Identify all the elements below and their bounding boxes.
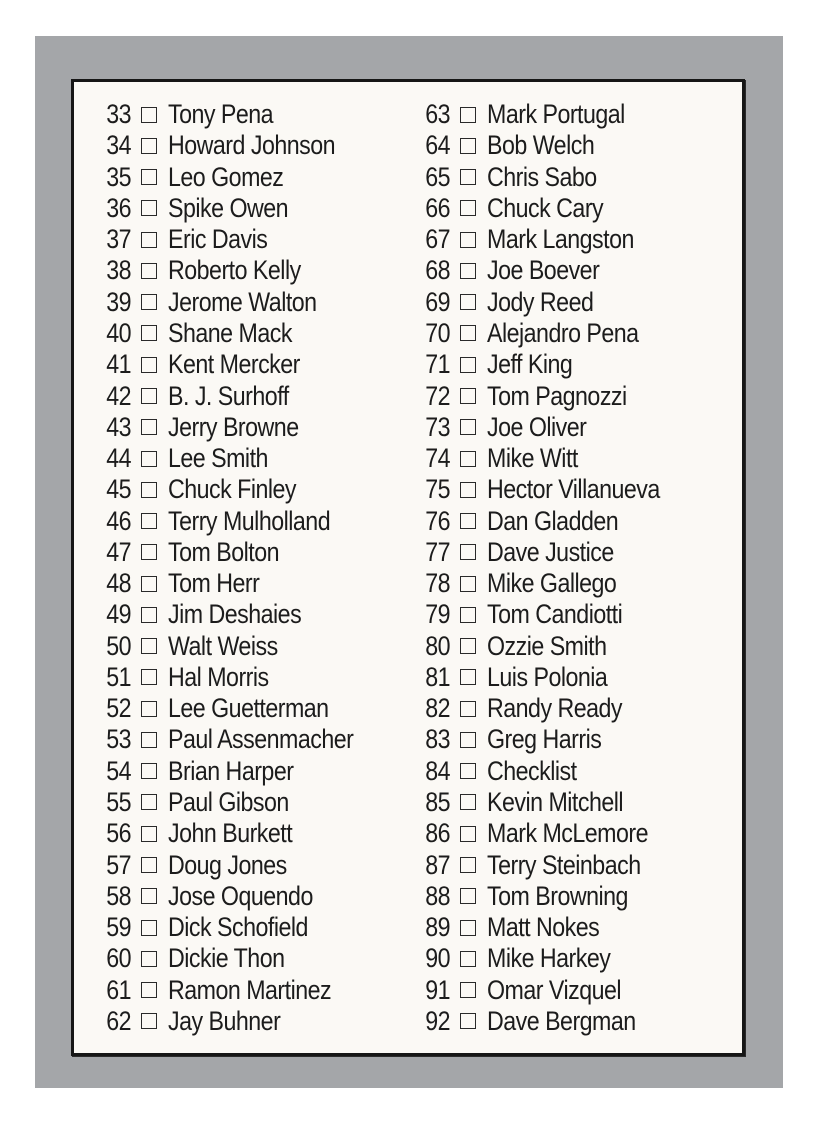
player-name: Chris Sabo — [487, 161, 597, 192]
checkbox[interactable] — [460, 451, 476, 467]
checklist-row — [94, 756, 384, 787]
player-name: Jerome Walton — [168, 286, 317, 317]
player-name: Randy Ready — [487, 693, 623, 724]
card-number: 34 — [106, 130, 131, 161]
player-name: Mike Witt — [487, 443, 578, 474]
player-name: Jay Buhner — [168, 1005, 281, 1036]
player-name: Greg Harris — [487, 724, 602, 755]
player-name: Jose Oquendo — [168, 880, 313, 911]
checklist-row — [94, 505, 384, 536]
checklist-row — [94, 662, 384, 693]
player-name: Mike Harkey — [487, 943, 611, 974]
checkbox[interactable] — [141, 513, 157, 529]
card-number: 76 — [425, 505, 450, 536]
checklist-row — [413, 662, 688, 693]
card-number: 68 — [425, 255, 450, 286]
card-number: 41 — [106, 349, 131, 380]
player-name: Shane Mack — [168, 317, 292, 348]
checkbox[interactable] — [141, 732, 157, 748]
checkbox[interactable] — [460, 607, 476, 623]
checklist-row — [94, 599, 384, 630]
checkbox[interactable] — [141, 388, 157, 404]
card-number: 88 — [425, 880, 450, 911]
checklist-row — [94, 974, 384, 1005]
checklist-row — [413, 818, 688, 849]
checklist-row — [413, 255, 688, 286]
checklist-row — [413, 318, 688, 349]
player-name: Matt Nokes — [487, 912, 600, 943]
player-name: Ramon Martinez — [168, 974, 332, 1005]
player-name: Walt Weiss — [168, 630, 278, 661]
checkbox[interactable] — [460, 732, 476, 748]
checklist-row — [94, 255, 384, 286]
player-name: Alejandro Pena — [487, 317, 639, 348]
checklist-row — [413, 287, 688, 318]
player-name: Dickie Thon — [168, 943, 285, 974]
card-number: 54 — [106, 755, 131, 786]
card-number: 43 — [106, 411, 131, 442]
checklist-left-column — [94, 99, 384, 1037]
checklist-row — [94, 537, 384, 568]
player-name: Omar Vizquel — [487, 974, 622, 1005]
card-number: 74 — [425, 443, 450, 474]
checkbox[interactable] — [141, 419, 157, 435]
card-number: 35 — [106, 161, 131, 192]
checkbox[interactable] — [460, 200, 476, 216]
checkbox[interactable] — [460, 388, 476, 404]
checkbox[interactable] — [141, 669, 157, 685]
checklist-row — [413, 943, 688, 974]
checklist-row — [94, 474, 384, 505]
card-number: 48 — [106, 568, 131, 599]
card-number: 55 — [106, 786, 131, 817]
checklist-row — [413, 881, 688, 912]
checklist-row — [413, 912, 688, 943]
checkbox[interactable] — [460, 263, 476, 279]
checklist-row — [94, 318, 384, 349]
checklist-row — [94, 849, 384, 880]
card-number: 37 — [106, 224, 131, 255]
player-name: Hector Villanueva — [487, 474, 660, 505]
checklist-row — [94, 1006, 384, 1037]
player-name: Chuck Cary — [487, 192, 604, 223]
card-number: 81 — [425, 661, 450, 692]
checklist-row — [413, 974, 688, 1005]
player-name: Lee Guetterman — [168, 693, 329, 724]
checkbox[interactable] — [141, 920, 157, 936]
card-number: 56 — [106, 818, 131, 849]
card-number: 87 — [425, 849, 450, 880]
checkbox[interactable] — [460, 544, 476, 560]
card-number: 57 — [106, 849, 131, 880]
player-name: John Burkett — [168, 818, 293, 849]
card-number: 38 — [106, 255, 131, 286]
player-name: Hal Morris — [168, 661, 269, 692]
player-name: Tom Herr — [168, 568, 260, 599]
player-name: Dave Justice — [487, 536, 614, 567]
checklist-row — [413, 349, 688, 380]
player-name: Tom Browning — [487, 880, 628, 911]
card-number: 91 — [425, 974, 450, 1005]
checklist-row — [94, 631, 384, 662]
checklist-row — [94, 443, 384, 474]
card-number: 53 — [106, 724, 131, 755]
checkbox[interactable] — [460, 857, 476, 873]
card-number: 44 — [106, 443, 131, 474]
checklist-row — [413, 130, 688, 161]
card-number: 67 — [425, 224, 450, 255]
checklist-row — [94, 818, 384, 849]
card-number: 46 — [106, 505, 131, 536]
checkbox[interactable] — [141, 294, 157, 310]
checkbox[interactable] — [141, 138, 157, 154]
checkbox[interactable] — [141, 232, 157, 248]
player-name: Howard Johnson — [168, 130, 336, 161]
player-name: Brian Harper — [168, 755, 294, 786]
card-number: 66 — [425, 192, 450, 223]
card-number: 72 — [425, 380, 450, 411]
card-number: 47 — [106, 536, 131, 567]
checkbox[interactable] — [460, 576, 476, 592]
checkbox[interactable] — [141, 325, 157, 341]
checkbox[interactable] — [460, 107, 476, 123]
checkbox[interactable] — [141, 263, 157, 279]
checklist-row — [94, 130, 384, 161]
card-number: 61 — [106, 974, 131, 1005]
player-name: Jerry Browne — [168, 411, 299, 442]
card-number: 82 — [425, 693, 450, 724]
player-name: Paul Assenmacher — [168, 724, 354, 755]
checklist-row — [94, 787, 384, 818]
card-number: 65 — [425, 161, 450, 192]
checkbox[interactable] — [460, 888, 476, 904]
card-number: 79 — [425, 599, 450, 630]
checklist-row — [413, 537, 688, 568]
player-name: Checklist — [487, 755, 577, 786]
checklist-row — [413, 599, 688, 630]
card-number: 63 — [425, 99, 450, 130]
checklist-row — [94, 943, 384, 974]
checklist-row — [94, 693, 384, 724]
checklist-row — [413, 474, 688, 505]
card-number: 52 — [106, 693, 131, 724]
card-number: 85 — [425, 786, 450, 817]
checkbox[interactable] — [141, 638, 157, 654]
checkbox[interactable] — [460, 138, 476, 154]
checklist-row — [413, 631, 688, 662]
checklist-row — [94, 99, 384, 130]
checklist-row — [413, 724, 688, 755]
card-number: 39 — [106, 286, 131, 317]
checklist-row — [413, 693, 688, 724]
checkbox[interactable] — [460, 232, 476, 248]
checkbox[interactable] — [141, 826, 157, 842]
card-number: 58 — [106, 880, 131, 911]
card-number: 51 — [106, 661, 131, 692]
checklist-row — [94, 912, 384, 943]
checklist-row — [413, 568, 688, 599]
player-name: Tom Bolton — [168, 536, 280, 567]
checkbox[interactable] — [141, 607, 157, 623]
checklist-row — [413, 162, 688, 193]
player-name: Jim Deshaies — [168, 599, 302, 630]
checklist-row — [413, 193, 688, 224]
checkbox[interactable] — [460, 794, 476, 810]
checkbox[interactable] — [460, 826, 476, 842]
card-number: 49 — [106, 599, 131, 630]
card-number: 45 — [106, 474, 131, 505]
player-name: Paul Gibson — [168, 786, 289, 817]
player-name: Eric Davis — [168, 224, 268, 255]
checkbox[interactable] — [460, 294, 476, 310]
player-name: Dan Gladden — [487, 505, 619, 536]
checkbox[interactable] — [141, 888, 157, 904]
checklist-row — [94, 349, 384, 380]
player-name: Spike Owen — [168, 192, 289, 223]
player-name: Doug Jones — [168, 849, 287, 880]
checklist-row — [413, 224, 688, 255]
card-number: 86 — [425, 818, 450, 849]
checkbox[interactable] — [141, 857, 157, 873]
player-name: Kent Mercker — [168, 349, 300, 380]
checkbox[interactable] — [460, 763, 476, 779]
checkbox[interactable] — [141, 701, 157, 717]
player-name: Mark Portugal — [487, 99, 625, 130]
card-number: 73 — [425, 411, 450, 442]
checklist-row — [94, 724, 384, 755]
player-name: Dick Schofield — [168, 912, 308, 943]
player-name: Tony Pena — [168, 99, 274, 130]
checklist-row — [413, 849, 688, 880]
card-number: 84 — [425, 755, 450, 786]
card-number: 64 — [425, 130, 450, 161]
checklist-row — [413, 787, 688, 818]
player-name: Bob Welch — [487, 130, 595, 161]
card-number: 80 — [425, 630, 450, 661]
player-name: Terry Steinbach — [487, 849, 641, 880]
checkbox[interactable] — [141, 576, 157, 592]
player-name: Mike Gallego — [487, 568, 617, 599]
checkbox[interactable] — [141, 200, 157, 216]
player-name: Luis Polonia — [487, 661, 608, 692]
card-number: 78 — [425, 568, 450, 599]
checkbox[interactable] — [141, 107, 157, 123]
checklist-panel — [71, 79, 745, 1056]
checklist-row — [94, 568, 384, 599]
checklist-row — [413, 380, 688, 411]
card-number: 50 — [106, 630, 131, 661]
player-name: Mark Langston — [487, 224, 634, 255]
checklist-row — [413, 505, 688, 536]
player-name: Tom Candiotti — [487, 599, 623, 630]
checklist-row — [94, 412, 384, 443]
player-name: Ozzie Smith — [487, 630, 607, 661]
checkbox[interactable] — [460, 982, 476, 998]
player-name: Terry Mulholland — [168, 505, 331, 536]
player-name: Lee Smith — [168, 443, 268, 474]
checklist-right-column — [413, 99, 688, 1037]
player-name: Kevin Mitchell — [487, 786, 624, 817]
checkbox[interactable] — [460, 701, 476, 717]
player-name: Leo Gomez — [168, 161, 284, 192]
checkbox[interactable] — [460, 419, 476, 435]
card-number: 92 — [425, 1005, 450, 1036]
checklist-row — [413, 756, 688, 787]
checklist-row — [413, 443, 688, 474]
checkbox[interactable] — [141, 544, 157, 560]
checklist-row — [94, 224, 384, 255]
checkbox[interactable] — [460, 357, 476, 373]
card-number: 33 — [106, 99, 131, 130]
card-number: 75 — [425, 474, 450, 505]
checklist-row — [413, 412, 688, 443]
checkbox[interactable] — [141, 482, 157, 498]
checkbox[interactable] — [460, 638, 476, 654]
card-number: 83 — [425, 724, 450, 755]
checklist-row — [94, 380, 384, 411]
checkbox[interactable] — [460, 920, 476, 936]
player-name: B. J. Surhoff — [168, 380, 289, 411]
player-name: Dave Bergman — [487, 1005, 636, 1036]
checkbox[interactable] — [141, 794, 157, 810]
checkbox[interactable] — [460, 951, 476, 967]
checkbox[interactable] — [141, 763, 157, 779]
card-number: 70 — [425, 317, 450, 348]
card-number: 59 — [106, 912, 131, 943]
player-name: Jody Reed — [487, 286, 594, 317]
checklist-row — [94, 881, 384, 912]
checklist-row — [413, 1006, 688, 1037]
player-name: Chuck Finley — [168, 474, 297, 505]
card-number: 90 — [425, 943, 450, 974]
player-name: Roberto Kelly — [168, 255, 301, 286]
checkbox[interactable] — [141, 951, 157, 967]
card-number: 36 — [106, 192, 131, 223]
card-number: 40 — [106, 317, 131, 348]
checklist-card — [35, 36, 783, 1088]
checklist-row — [94, 162, 384, 193]
card-number: 60 — [106, 943, 131, 974]
card-number: 62 — [106, 1005, 131, 1036]
player-name: Jeff King — [487, 349, 573, 380]
checklist-row — [94, 193, 384, 224]
card-number: 77 — [425, 536, 450, 567]
checkbox[interactable] — [460, 669, 476, 685]
checkbox[interactable] — [141, 451, 157, 467]
checklist-row — [413, 99, 688, 130]
checkbox[interactable] — [141, 169, 157, 185]
card-number: 42 — [106, 380, 131, 411]
checkbox[interactable] — [141, 982, 157, 998]
checkbox[interactable] — [460, 325, 476, 341]
checkbox[interactable] — [141, 1013, 157, 1029]
player-name: Joe Boever — [487, 255, 600, 286]
player-name: Joe Oliver — [487, 411, 587, 442]
checkbox[interactable] — [460, 1013, 476, 1029]
player-name: Mark McLemore — [487, 818, 649, 849]
card-number: 69 — [425, 286, 450, 317]
checkbox[interactable] — [460, 482, 476, 498]
checkbox[interactable] — [460, 513, 476, 529]
checkbox[interactable] — [460, 169, 476, 185]
checkbox[interactable] — [141, 357, 157, 373]
checklist-row — [94, 287, 384, 318]
card-number: 71 — [425, 349, 450, 380]
player-name: Tom Pagnozzi — [487, 380, 627, 411]
card-number: 89 — [425, 912, 450, 943]
